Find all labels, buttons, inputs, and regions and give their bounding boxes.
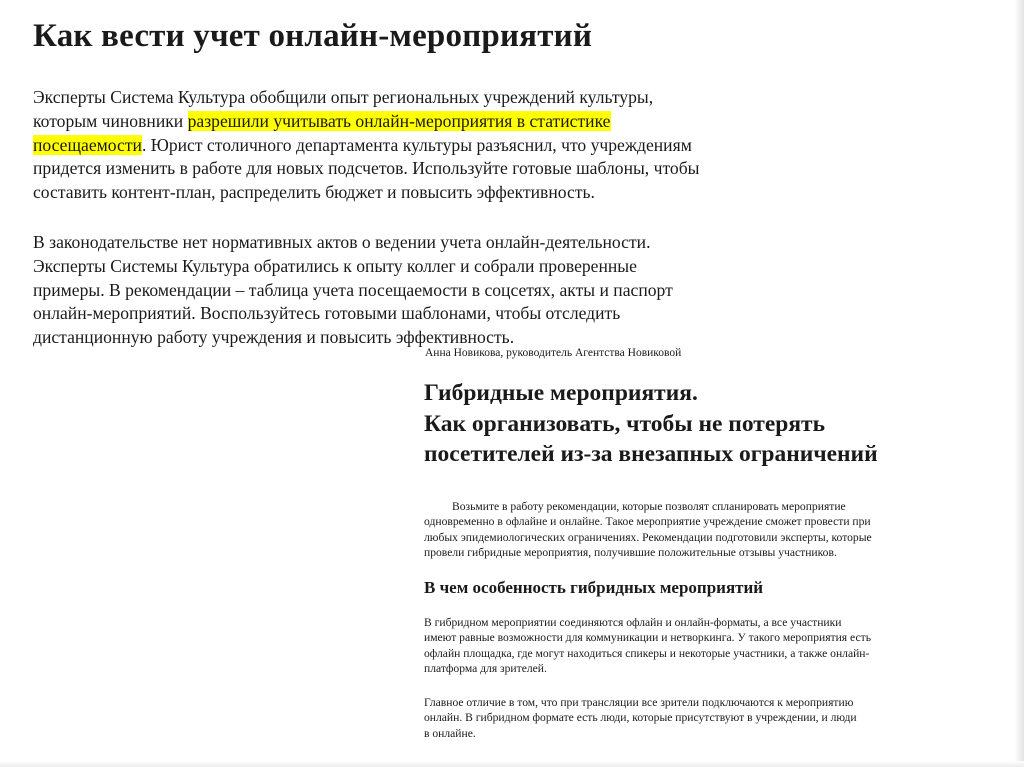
text-line: Главное отличие в том, что при трансляции все зрители подключаются к мероприятию: [424, 696, 854, 709]
text-line: [424, 499, 994, 514]
second-paragraph: [33, 231, 793, 350]
text-line: офлайн площадка, где могут находиться спикеры и некоторые участники, а также онлайн-: [424, 646, 870, 660]
article-intro: [424, 499, 994, 560]
author-byline: Анна Новикова, руководитель Агентства Новиковой: [425, 347, 682, 359]
text-line: [33, 134, 793, 158]
text-line: придется изменить в работе для новых подсчетов. Используйте готовые шаблоны, чтобы: [33, 158, 700, 179]
page-edge-shadow: [1014, 0, 1024, 767]
section-paragraph-2: [424, 695, 994, 741]
text-line: Эксперты Системы Культура обратились к опыту коллег и собрали проверенные: [33, 255, 637, 276]
highlighted-text: посещаемости: [33, 134, 142, 155]
text-line: В гибридном мероприятии соединяются офлайн и онлайн-форматы, а все участники: [424, 616, 842, 629]
text-line: провели гибридные мероприятия, получившие положительные отзывы участников.: [424, 545, 837, 559]
article-title-line: посетителей из-за внезапных ограничений: [424, 441, 878, 467]
text-fragment: Возьмите в работу рекомендации, которые позволят спланировать мероприятие: [452, 500, 846, 513]
text-line: онлайн-мероприятий. Воспользуйтесь готовыми шаблонами, чтобы отследить: [33, 303, 621, 324]
text-line: составить контент-план, распределить бюджет и повысить эффективность.: [33, 182, 595, 203]
text-line: В законодательстве нет нормативных актов о ведении учета онлайн-деятельности.: [33, 232, 651, 252]
text-line: [33, 110, 793, 134]
text-line: Эксперты Система Культура обобщили опыт региональных учреждений культуры,: [33, 87, 654, 107]
article-title-line: Как организовать, чтобы не потерять: [424, 410, 826, 437]
article-title-line: Гибридные мероприятия.: [424, 380, 698, 406]
section-heading: В чем особенность гибридных мероприятий: [424, 578, 764, 597]
text-fragment: которым чиновники: [33, 110, 188, 131]
text-line: онлайн. В гибридном формате есть люди, которые присутствуют в учреждении, и люди: [424, 711, 857, 725]
text-line: примеры. В рекомендации – таблица учета посещаемости в соцсетях, акты и паспорт: [33, 279, 673, 300]
text-line: одновременно в офлайне и онлайне. Такое мероприятие учреждение сможет провести при: [424, 515, 871, 529]
page-edge-shadow-bottom: [0, 761, 1024, 767]
text-line: дистанционную работу учреждения и повысить эффективность.: [33, 327, 515, 348]
highlighted-text: разрешили учитывать онлайн-мероприятия в статистике: [187, 110, 611, 131]
article-title: [424, 378, 878, 470]
text-line: имеют равные возможности для коммуникации и нетворкинга. У такого мероприятия есть: [424, 631, 871, 645]
page-title: Как вести учет онлайн-мероприятий: [33, 18, 593, 54]
intro-paragraph: [33, 86, 793, 205]
text-fragment: . Юрист столичного департамента культуры разъяснил, что учреждениям: [141, 134, 692, 155]
section-paragraph: [424, 615, 994, 676]
text-line: любых эпидемиологических ограничениях. Рекомендации подготовили эксперты, которые: [424, 530, 872, 544]
text-line: платформа для зрителей.: [424, 661, 547, 675]
text-line: в онлайне.: [424, 726, 476, 740]
